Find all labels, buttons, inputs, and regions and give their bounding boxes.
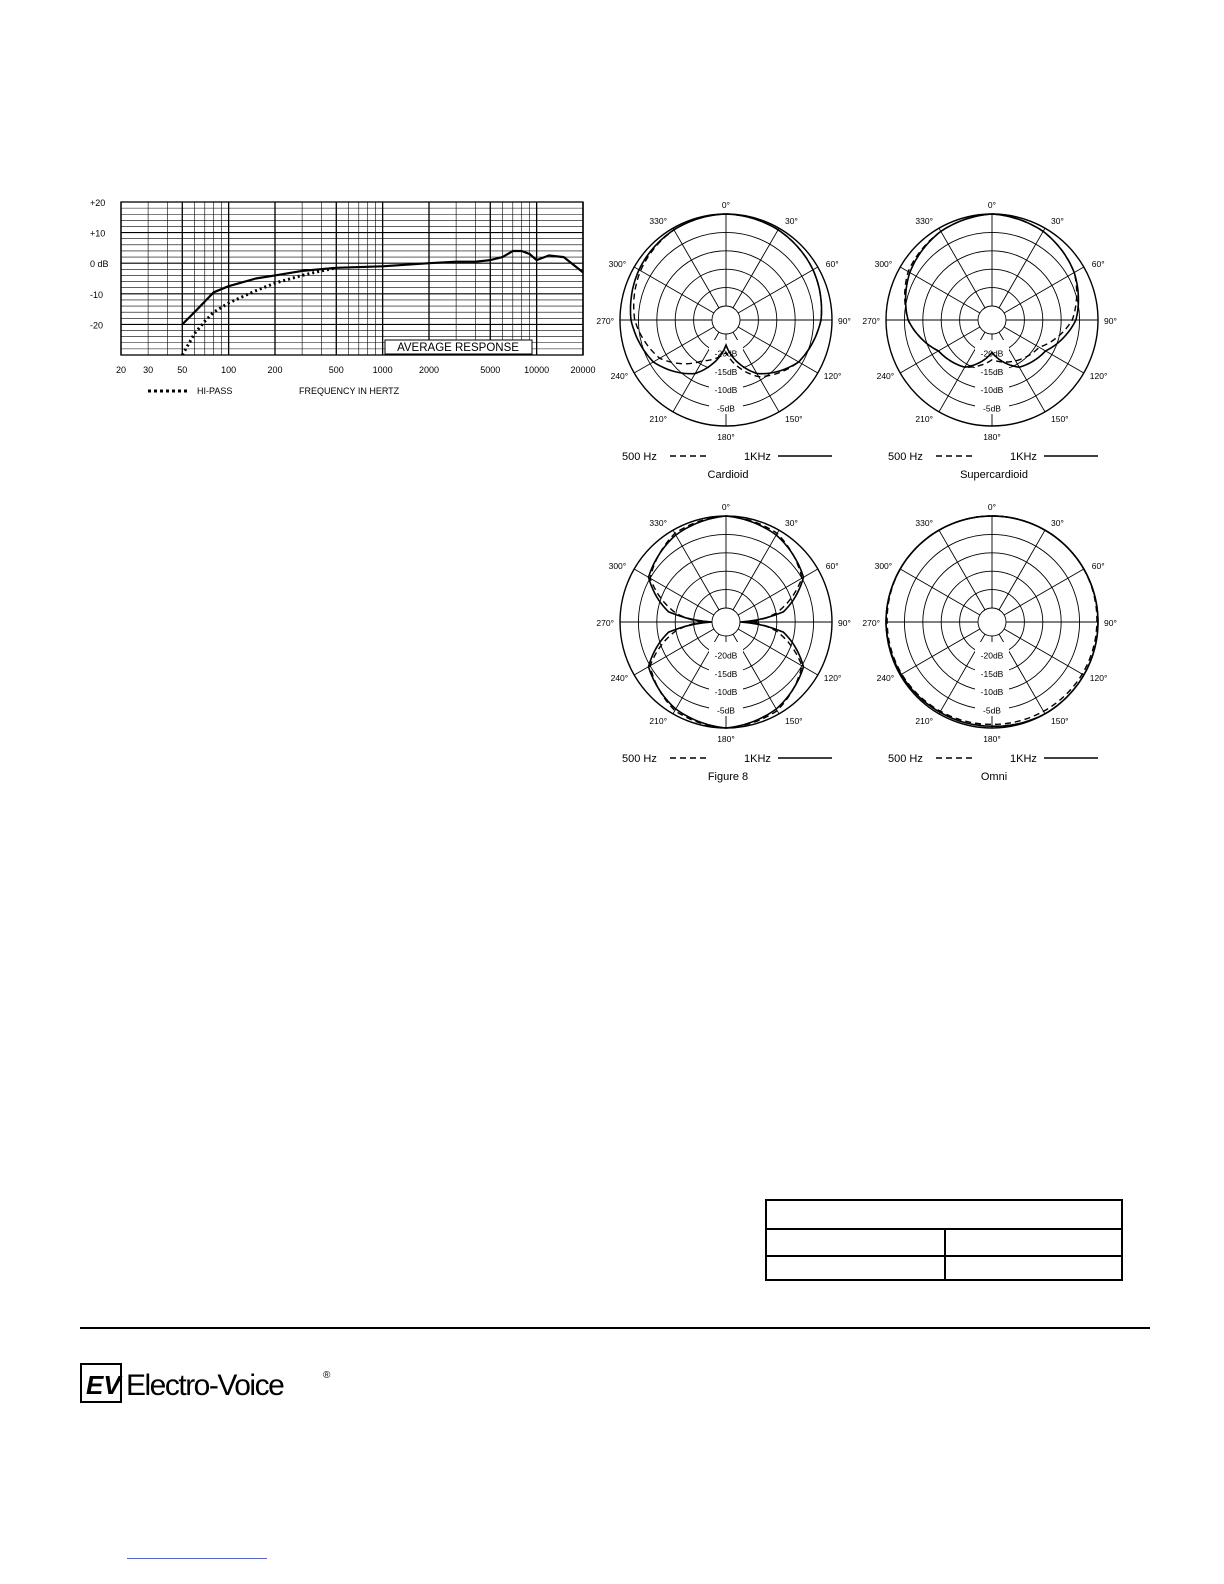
angle-label: 300° — [608, 561, 627, 571]
angle-label: 270° — [596, 618, 614, 628]
x-tick-label: 200 — [267, 365, 283, 375]
angle-label: 300° — [874, 561, 893, 571]
ev-mark: EV — [86, 1370, 121, 1400]
x-tick-label: 500 — [328, 365, 344, 375]
angle-label: 0° — [721, 200, 731, 210]
radial-db-label: -5dB — [717, 403, 735, 414]
legend-label-1khz: 1KHz — [1010, 451, 1037, 463]
ev-wordmark: Electro-Voice — [126, 1369, 284, 1402]
legend-label-500hz: 500 Hz — [888, 451, 923, 463]
legend-label-500hz: 500 Hz — [622, 451, 657, 463]
angle-label: 240° — [610, 673, 629, 683]
angle-label: 180° — [717, 734, 735, 744]
spec-table — [765, 1199, 1123, 1281]
radial-db-label: -15dB — [714, 668, 738, 679]
polar-ring — [712, 608, 740, 636]
polar-plot-omni — [862, 490, 1122, 790]
radial-db-label: -15dB — [714, 366, 738, 377]
average-response-label: AVERAGE RESPONSE — [397, 342, 519, 354]
legend-label-hi-pass: HI-PASS — [197, 386, 233, 396]
angle-label: 0° — [721, 502, 731, 512]
x-tick-label: 100 — [221, 365, 237, 375]
radial-db-label: -15dB — [980, 668, 1004, 679]
electro-voice-logo — [80, 1362, 340, 1406]
radial-db-label: -5dB — [983, 705, 1001, 716]
footer-link-underline — [127, 1558, 267, 1559]
polar-ring — [712, 306, 740, 334]
radial-db-label: -20dB — [714, 650, 738, 661]
x-tick-label: 30 — [143, 365, 154, 375]
angle-label: 180° — [983, 734, 1001, 744]
chart-frame — [121, 202, 583, 355]
radial-db-label: -10dB — [980, 687, 1004, 698]
angle-label: 60° — [825, 259, 839, 269]
angle-label: 330° — [649, 216, 667, 227]
radial-db-label: -20dB — [714, 348, 738, 359]
x-axis-label: FREQUENCY IN HERTZ — [299, 386, 400, 396]
radial-db-label: -10dB — [714, 687, 738, 698]
angle-label: 0° — [987, 502, 997, 512]
x-tick-label: 10000 — [524, 365, 550, 375]
angle-label: 210° — [915, 715, 933, 726]
polar-plot-cardioid — [596, 188, 856, 488]
y-tick-label: +20 — [90, 198, 106, 208]
angle-label: 150° — [1051, 715, 1069, 726]
radial-db-label: -10dB — [714, 385, 738, 396]
angle-label: 300° — [874, 259, 893, 269]
angle-label: 90° — [1104, 316, 1117, 326]
angle-label: 150° — [785, 413, 803, 424]
x-tick-label: 50 — [177, 365, 188, 375]
angle-label: 180° — [717, 432, 735, 442]
angle-label: 270° — [862, 316, 880, 326]
y-tick-label: -10 — [90, 289, 104, 300]
angle-label: 150° — [1051, 413, 1069, 424]
angle-label: 120° — [823, 371, 842, 381]
angle-label: 30° — [1051, 518, 1064, 529]
legend-label-1khz: 1KHz — [744, 451, 771, 463]
angle-label: 270° — [596, 316, 614, 326]
polar-ring — [978, 306, 1006, 334]
legend-label-500hz: 500 Hz — [888, 753, 923, 765]
radial-db-label: -5dB — [717, 705, 735, 716]
angle-label: 90° — [1104, 618, 1117, 628]
legend-label-1khz: 1KHz — [1010, 753, 1037, 765]
angle-label: 120° — [823, 673, 842, 683]
polar-pattern-title: Supercardioid — [960, 469, 1028, 481]
angle-label: 330° — [915, 518, 933, 529]
angle-label: 60° — [1091, 561, 1105, 571]
series-line-hi-pass — [182, 268, 336, 355]
x-tick-label: 2000 — [418, 365, 440, 375]
angle-label: 150° — [785, 715, 803, 726]
angle-label: 180° — [983, 432, 1001, 442]
angle-label: 240° — [876, 371, 895, 381]
angle-label: 30° — [785, 518, 798, 529]
angle-label: 270° — [862, 618, 880, 628]
polar-plot-figure8 — [596, 490, 856, 790]
y-tick-label: 0 dB — [90, 259, 109, 270]
radial-db-label: -20dB — [980, 348, 1004, 359]
angle-label: 30° — [1051, 216, 1064, 227]
angle-label: 210° — [649, 413, 667, 424]
x-tick-label: 5000 — [480, 365, 501, 375]
angle-label: 210° — [649, 715, 667, 726]
registered-mark: ® — [323, 1370, 331, 1381]
spec-table-header-row — [767, 1201, 1121, 1230]
legend-label-500hz: 500 Hz — [622, 753, 657, 765]
polar-ring — [978, 608, 1006, 636]
polar-pattern-title: Omni — [980, 771, 1008, 783]
radial-db-label: -15dB — [980, 366, 1004, 377]
angle-label: 240° — [610, 371, 629, 381]
x-tick-label: 20000 — [570, 365, 596, 375]
angle-label: 300° — [608, 259, 627, 269]
angle-label: 90° — [838, 618, 851, 628]
radial-db-label: -5dB — [983, 403, 1001, 414]
angle-label: 0° — [987, 200, 997, 210]
angle-label: 330° — [649, 518, 667, 529]
polar-plot-supercardioid — [862, 188, 1122, 488]
angle-label: 60° — [1091, 259, 1105, 269]
polar-pattern-title: Figure 8 — [707, 771, 749, 783]
angle-label: 120° — [1089, 673, 1108, 683]
y-tick-label: -20 — [90, 320, 104, 331]
x-tick-label: 20 — [115, 365, 127, 375]
footer-divider — [80, 1327, 1150, 1329]
legend-label-1khz: 1KHz — [744, 753, 771, 765]
angle-label: 60° — [825, 561, 839, 571]
polar-pattern-title: Cardioid — [707, 469, 749, 481]
frequency-response-chart — [80, 188, 610, 403]
radial-db-label: -10dB — [980, 385, 1004, 396]
angle-label: 240° — [876, 673, 895, 683]
angle-label: 90° — [838, 316, 851, 326]
angle-label: 30° — [785, 216, 798, 227]
radial-db-label: -20dB — [980, 650, 1004, 661]
angle-label: 210° — [915, 413, 933, 424]
angle-label: 120° — [1089, 371, 1108, 381]
spec-table-column-divider — [944, 1230, 946, 1281]
y-tick-label: +10 — [90, 228, 106, 239]
x-tick-label: 1000 — [372, 365, 393, 375]
angle-label: 330° — [915, 216, 933, 227]
